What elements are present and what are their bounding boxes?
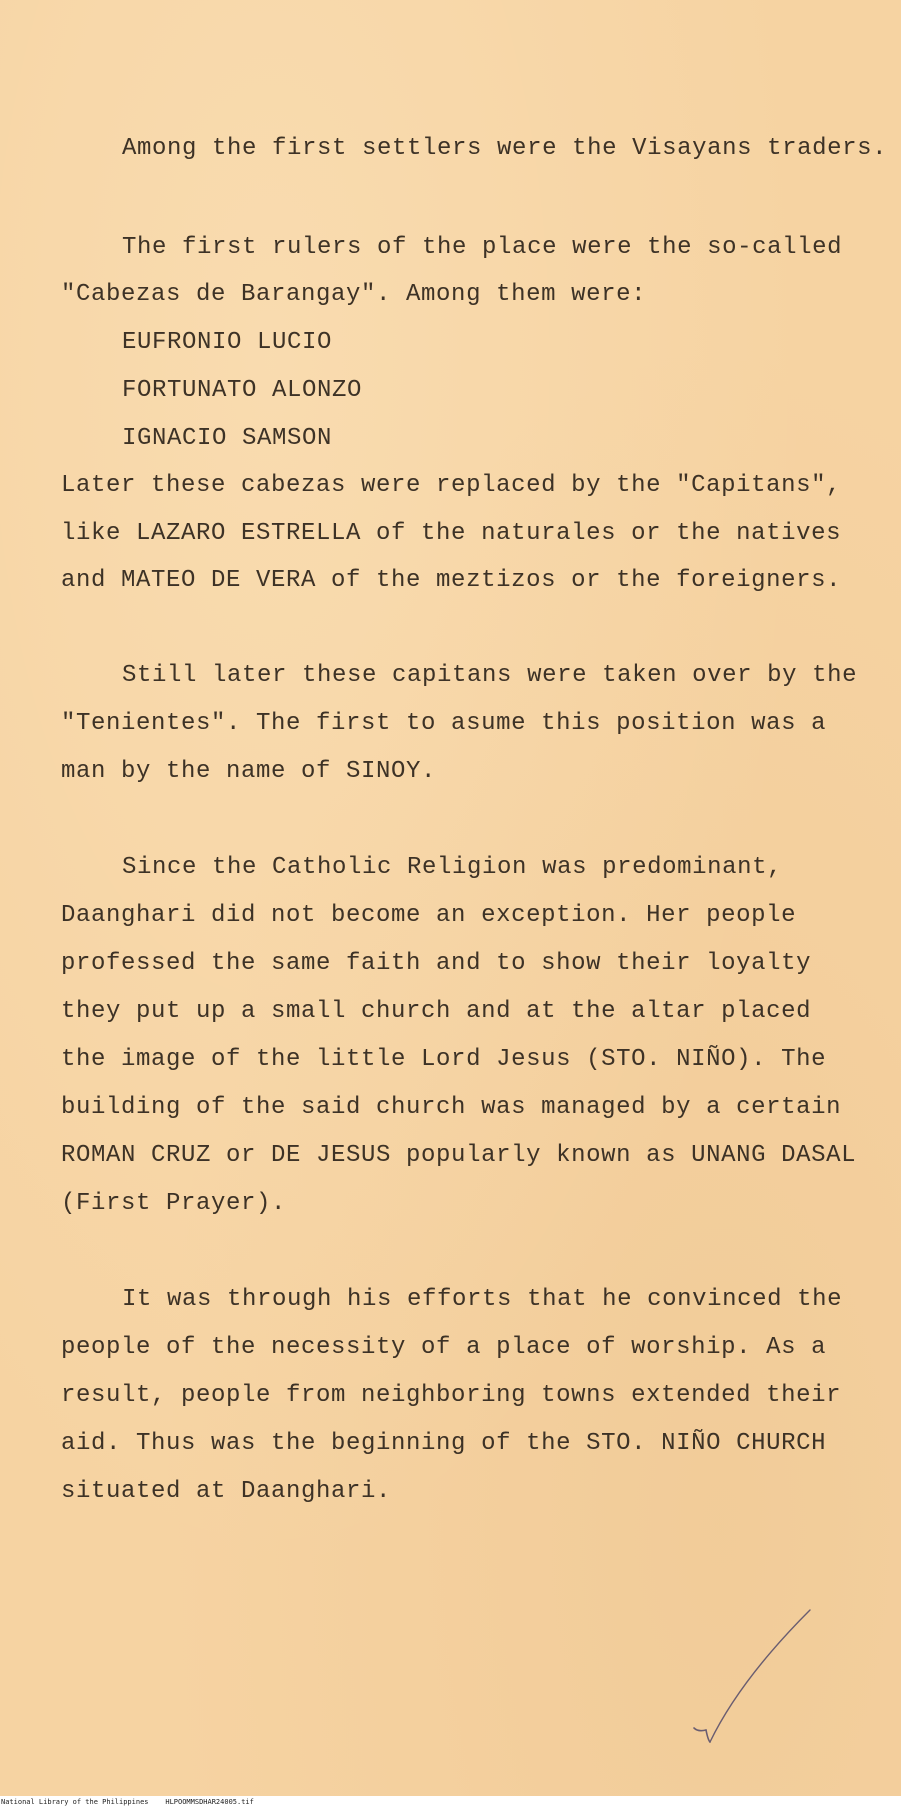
- religion-line-1: Since the Catholic Religion was predominant,: [122, 854, 783, 881]
- religion-line-2: Daanghari did not become an exception. Her people: [61, 902, 797, 929]
- tenientes-line-1: Still later these capitans were taken over by the: [122, 662, 858, 689]
- efforts-line-1: It was through his efforts that he convinced the: [122, 1286, 843, 1313]
- ruler-name-3: IGNACIO SAMSON: [122, 425, 333, 452]
- capitans-line-1: Later these cabezas were replaced by the "Capitans",: [61, 472, 842, 499]
- efforts-line-2: people of the necessity of a place of worship. As a: [61, 1334, 827, 1361]
- religion-line-3: professed the same faith and to show their loyalty: [61, 950, 812, 977]
- religion-line-4: they put up a small church and at the altar placed: [61, 998, 812, 1025]
- religion-line-8: (First Prayer).: [61, 1190, 287, 1217]
- religion-line-7: ROMAN CRUZ or DE JESUS popularly known as UNANG DASAL: [61, 1142, 857, 1169]
- footer-bar: [0, 1796, 901, 1808]
- rulers-line-2: "Cabezas de Barangay". Among them were:: [61, 281, 647, 308]
- ruler-name-2: FORTUNATO ALONZO: [122, 377, 363, 404]
- pencil-checkmark: [680, 1600, 820, 1750]
- efforts-line-3: result, people from neighboring towns extended their: [61, 1382, 842, 1409]
- tenientes-line-2: "Tenientes". The first to asume this position was a: [61, 710, 827, 737]
- religion-line-5: the image of the little Lord Jesus (STO. NIÑO). The: [61, 1046, 827, 1073]
- capitans-line-2: like LAZARO ESTRELLA of the naturales or the natives: [61, 520, 842, 547]
- efforts-line-4: aid. Thus was the beginning of the STO. NIÑO CHURCH: [61, 1430, 827, 1457]
- rulers-line-1: The first rulers of the place were the so-called: [122, 234, 843, 261]
- efforts-line-5: situated at Daanghari.: [61, 1478, 392, 1505]
- tenientes-line-3: man by the name of SINOY.: [61, 758, 437, 785]
- ruler-name-1: EUFRONIO LUCIO: [122, 329, 333, 356]
- settlers-line: Among the first settlers were the Visayans traders.: [122, 135, 888, 162]
- religion-line-6: building of the said church was managed by a certain: [61, 1094, 842, 1121]
- capitans-line-3: and MATEO DE VERA of the meztizos or the foreigners.: [61, 567, 842, 594]
- footer-caption: National Library of the Philippines HLPOOMMSDHAR24005.tif: [1, 1798, 254, 1806]
